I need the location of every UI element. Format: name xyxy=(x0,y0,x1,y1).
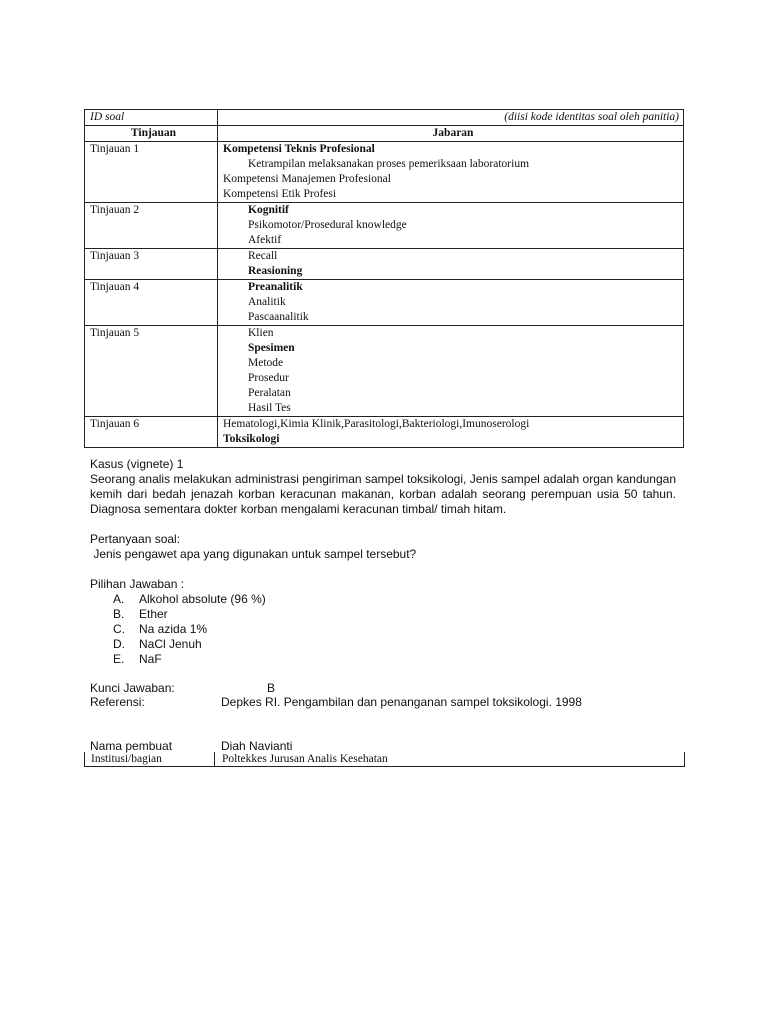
tinjauan-3-label: Tinjauan 3 xyxy=(85,249,218,280)
kunci-label: Kunci Jawaban: xyxy=(90,681,175,695)
tinjauan-5-line-3: Metode xyxy=(248,357,284,369)
option-b-text: Ether xyxy=(139,607,168,621)
tinjauan-5-line-6: Hasil Tes xyxy=(248,402,291,414)
tinjauan-6-line-1: Hematologi,Kimia Klinik,Parasitologi,Bakteriologi,Imunoserologi xyxy=(223,418,530,430)
tinjauan-5-line-2: Spesimen xyxy=(248,342,295,354)
referensi-value: Depkes RI. Pengambilan dan penanganan sampel toksikologi. 1998 xyxy=(221,695,582,709)
tinjauan-1-line-2: Ketrampilan melaksanakan proses pemeriksaan laboratorium xyxy=(248,158,530,170)
pertanyaan-label: Pertanyaan soal: xyxy=(90,532,181,546)
pilihan-list xyxy=(90,592,676,667)
tinjauan-5-label: Tinjauan 5 xyxy=(85,326,218,417)
institusi-row xyxy=(84,752,685,767)
pilihan-label: Pilihan Jawaban : xyxy=(90,577,185,591)
institusi-value: Poltekkes Jurusan Analis Kesehatan xyxy=(222,753,388,765)
tinjauan-3-content xyxy=(218,249,684,280)
option-e xyxy=(113,652,676,667)
pilihan-section xyxy=(90,577,676,667)
tinjauan-table xyxy=(84,109,684,448)
tinjauan-6-label: Tinjauan 6 xyxy=(85,417,218,448)
id-soal-label: ID soal xyxy=(85,110,218,126)
tinjauan-2-content xyxy=(218,203,684,249)
tinjauan-3-line-2: Reasioning xyxy=(248,265,303,277)
tinjauan-2-label: Tinjauan 2 xyxy=(85,203,218,249)
option-d xyxy=(113,637,676,652)
tinjauan-row-6 xyxy=(85,417,684,448)
tinjauan-2-line-3: Afektif xyxy=(248,234,282,246)
pembuat-value: Diah Navianti xyxy=(221,739,293,753)
tinjauan-1-line-4: Kompetensi Etik Profesi xyxy=(223,188,337,200)
option-c-letter: C. xyxy=(113,622,125,636)
tinjauan-row-2 xyxy=(85,203,684,249)
tinjauan-5-content xyxy=(218,326,684,417)
referensi-label: Referensi: xyxy=(90,695,145,709)
pertanyaan-text: Jenis pengawet apa yang digunakan untuk sampel tersebut? xyxy=(90,547,417,561)
option-c xyxy=(113,622,676,637)
option-d-letter: D. xyxy=(113,637,125,651)
header-jabaran: Jabaran xyxy=(218,126,684,142)
tinjauan-5-line-5: Peralatan xyxy=(248,387,291,399)
header-tinjauan: Tinjauan xyxy=(85,126,218,142)
tinjauan-4-content xyxy=(218,280,684,326)
institusi-label: Institusi/bagian xyxy=(91,753,162,765)
kasus-text: Seorang analis melakukan administrasi pengiriman sampel toksikologi, Jenis sampel adalah organ kandungan kemih dari bedah jenazah korban keracunan makanan, korban adalah seorang perempuan usia 50 tahun. Diagnosa sementara dokter korban mengalami keracunan timbal/ timah hitam. xyxy=(90,472,676,516)
option-a-letter: A. xyxy=(113,592,125,606)
option-c-text: Na azida 1% xyxy=(139,622,208,636)
tinjauan-5-line-1: Klien xyxy=(248,327,274,339)
kasus-title: Kasus (vignete) 1 xyxy=(90,457,184,471)
tinjauan-row-1 xyxy=(85,142,684,203)
option-a-text: Alkohol absolute (96 %) xyxy=(139,592,266,606)
tinjauan-1-content xyxy=(218,142,684,203)
option-a xyxy=(113,592,676,607)
option-d-text: NaCl Jenuh xyxy=(139,637,202,651)
kasus-section xyxy=(90,457,676,517)
id-soal-row xyxy=(85,110,684,126)
tinjauan-5-line-4: Prosedur xyxy=(248,372,289,384)
option-b xyxy=(113,607,676,622)
tinjauan-1-line-3: Kompetensi Manajemen Profesional xyxy=(223,173,391,185)
tinjauan-4-line-1: Preanalitik xyxy=(248,281,303,293)
referensi-row xyxy=(90,695,676,710)
table-header-row xyxy=(85,126,684,142)
tinjauan-1-label: Tinjauan 1 xyxy=(85,142,218,203)
tinjauan-2-line-1: Kognitif xyxy=(248,204,289,216)
tinjauan-3-line-1: Recall xyxy=(248,250,278,262)
tinjauan-2-line-2: Psikomotor/Prosedural knowledge xyxy=(248,219,407,231)
tinjauan-1-line-1: Kompetensi Teknis Profesional xyxy=(223,143,375,155)
kunci-value: B xyxy=(267,681,276,695)
tinjauan-row-4 xyxy=(85,280,684,326)
tinjauan-6-content xyxy=(218,417,684,448)
kunci-row xyxy=(90,681,676,696)
option-e-text: NaF xyxy=(139,652,162,666)
tinjauan-6-line-2: Toksikologi xyxy=(223,433,280,445)
institusi-divider xyxy=(214,752,215,766)
pembuat-label: Nama pembuat xyxy=(90,739,173,753)
id-soal-note: (diisi kode identitas soal oleh panitia) xyxy=(218,110,684,126)
tinjauan-4-line-2: Analitik xyxy=(248,296,286,308)
tinjauan-row-5 xyxy=(85,326,684,417)
tinjauan-4-label: Tinjauan 4 xyxy=(85,280,218,326)
option-e-letter: E. xyxy=(113,652,125,666)
option-b-letter: B. xyxy=(113,607,125,621)
tinjauan-4-line-3: Pascaanalitik xyxy=(248,311,309,323)
tinjauan-row-3 xyxy=(85,249,684,280)
pertanyaan-section xyxy=(90,532,676,562)
